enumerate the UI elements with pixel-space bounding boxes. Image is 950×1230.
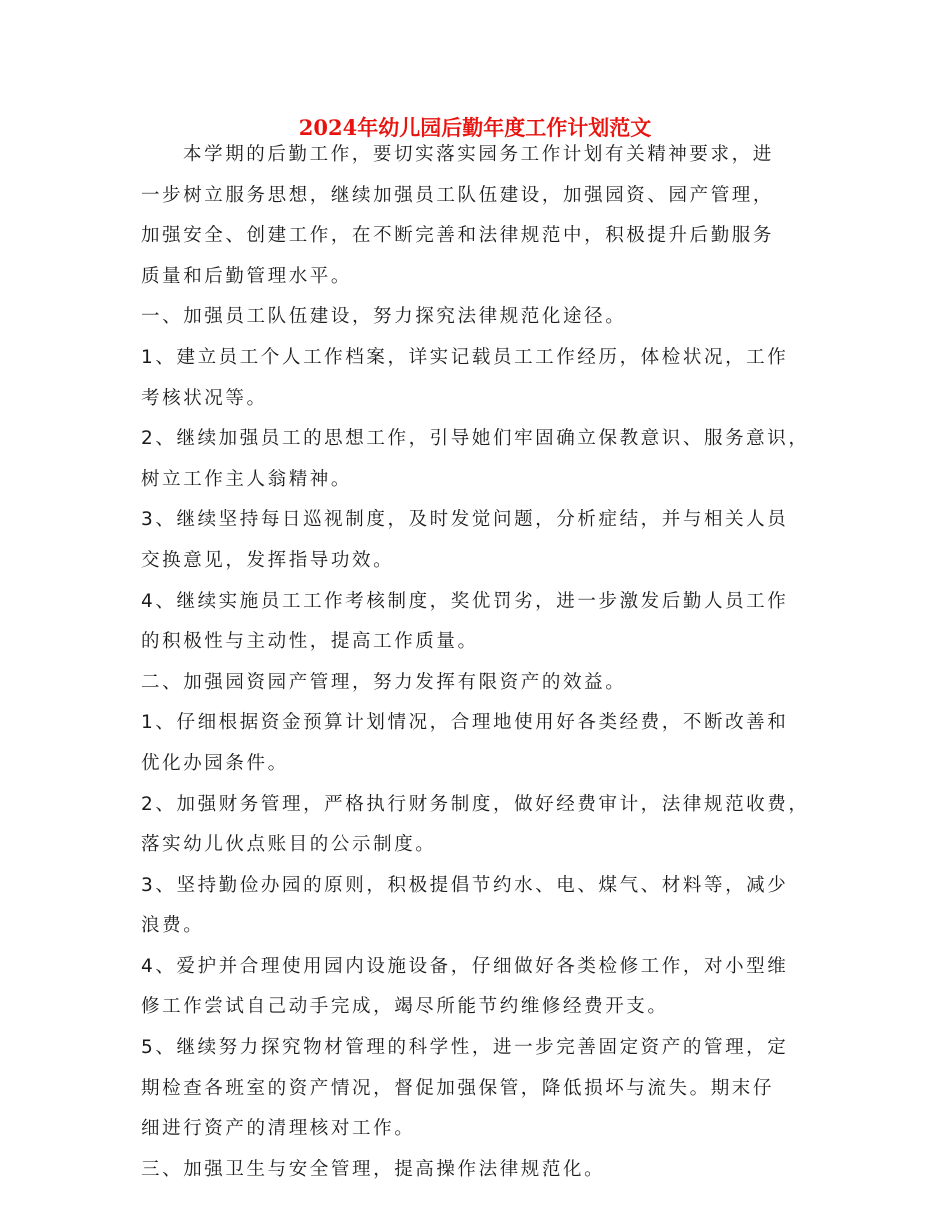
paragraph-line: 2、加强财务管理，严格执行财务制度，做好经费审计，法律规范收费， <box>141 793 810 815</box>
paragraph-line: 考核状况等。 <box>141 387 268 409</box>
paragraph-line: 5、继续努力探究物材管理的科学性，进一步完善固定资产的管理，定 <box>141 1037 789 1059</box>
paragraph-line: 加强安全、创建工作，在不断完善和法律规范中，积极提升后勤服务 <box>141 225 775 247</box>
paragraph-line: 树立工作主人翁精神。 <box>141 468 353 490</box>
paragraph-line: 4、继续实施员工工作考核制度，奖优罚劣，进一步激发后勤人员工作 <box>141 590 789 612</box>
paragraph-line: 期检查各班室的资产情况，督促加强保管，降低损坏与流失。期末仔 <box>141 1077 775 1099</box>
document-body <box>141 140 821 1195</box>
paragraph-line: 的积极性与主动性，提高工作质量。 <box>141 631 479 653</box>
paragraph-line: 1、仔细根据资金预算计划情况，合理地使用好各类经费，不断改善和 <box>141 712 789 734</box>
paragraph-line: 质量和后勤管理水平。 <box>141 265 353 287</box>
section-heading: 三、加强卫生与安全管理，提高操作法律规范化。 <box>141 1158 606 1180</box>
paragraph-line: 细进行资产的清理核对工作。 <box>141 1118 416 1140</box>
paragraph-line: 一步树立服务思想，继续加强员工队伍建设，加强园资、园产管理， <box>141 184 775 206</box>
paragraph-line: 交换意见，发挥指导功效。 <box>141 549 395 571</box>
paragraph-line: 3、继续坚持每日巡视制度，及时发觉问题，分析症结，并与相关人员 <box>141 509 789 531</box>
section-heading: 二、加强园资园产管理，努力发挥有限资产的效益。 <box>141 671 627 693</box>
paragraph-line: 3、坚持勤俭办园的原则，积极提倡节约水、电、煤气、材料等，减少 <box>141 874 789 896</box>
paragraph-line: 本学期的后勤工作，要切实落实园务工作计划有关精神要求，进 <box>183 144 774 165</box>
paragraph-line: 落实幼儿伙点账目的公示制度。 <box>141 834 437 856</box>
paragraph-line: 2、继续加强员工的思想工作，引导她们牢固确立保教意识、服务意识， <box>141 428 810 450</box>
paragraph-line: 4、爱护并合理使用园内设施设备，仔细做好各类检修工作，对小型维 <box>141 955 789 977</box>
paragraph-line: 浪费。 <box>141 915 205 937</box>
paragraph-line: 1、建立员工个人工作档案，详实记载员工工作经历，体检状况，工作 <box>141 346 789 368</box>
document-title: 2024年幼儿园后勤年度工作计划范文 <box>298 115 652 140</box>
paragraph-line: 修工作尝试自己动手完成，竭尽所能节约维修经费开支。 <box>141 996 669 1018</box>
section-heading: 一、加强员工队伍建设，努力探究法律规范化途径。 <box>141 306 627 328</box>
paragraph-line: 优化办园条件。 <box>141 752 289 774</box>
